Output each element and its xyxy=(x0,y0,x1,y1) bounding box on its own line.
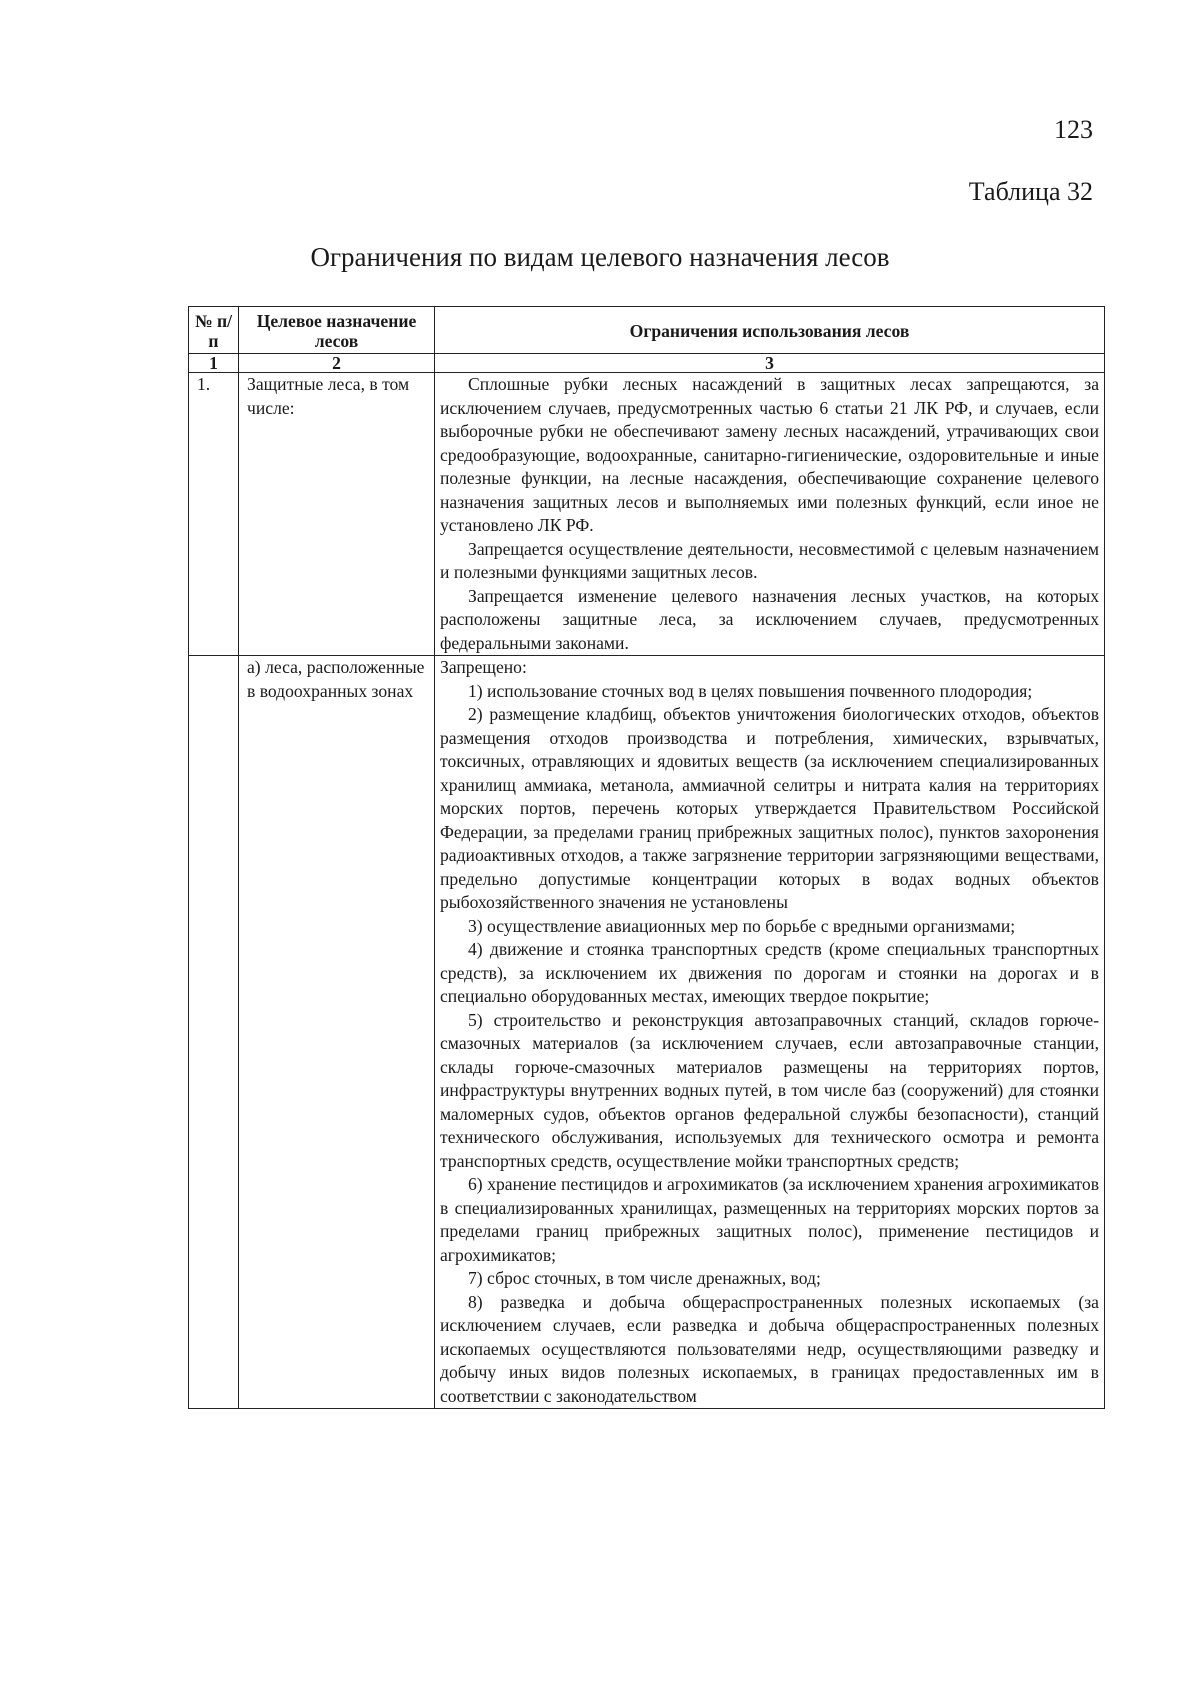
column-number-row xyxy=(189,354,1105,373)
restriction-item: 5) строительство и реконструкция автозаправочных станций, складов горюче-смазочных материалов (за исключением случаев, если автозаправочные станции, склады горюче-смазочных материалов размещены на территориях портов, инфраструктуры внутренних водных путей, в том числе баз (сооружений) для стоянки маломерных судов, объектов органов федеральной службы безопасности), станций технического обслуживания, используемых для технического осмотра и ремонта транспортных средств, осуществление мойки транспортных средств; xyxy=(440,1009,1099,1171)
table-label: Таблица 32 xyxy=(968,177,1093,206)
restriction-paragraph: Запрещается изменение целевого назначения лесных участков, на которых расположены защитные леса, за исключением случаев, предусмотренных федеральными законами. xyxy=(440,585,1099,653)
restriction-item: 8) разведка и добыча общераспространенных полезных ископаемых (за исключением случаев, если разведка и добыча общераспространенных полезных ископаемых осуществляются пользователями недр, осуществляющими разведку и добычу иных видов полезных ископаемых, в границах предоставленных им в соответствии с законодательством xyxy=(440,1291,1099,1406)
restrictions-table xyxy=(188,306,1105,1409)
table-row xyxy=(189,373,1105,656)
restriction-item: 7) сброс сточных, в том числе дренажных, вод; xyxy=(468,1268,821,1288)
row-number xyxy=(189,656,239,1409)
row-restrictions xyxy=(435,373,1105,656)
column-number-1: 1 xyxy=(189,354,239,373)
row-number: 1. xyxy=(189,373,239,656)
row-purpose: Защитные леса, в том числе: xyxy=(239,373,435,656)
restriction-paragraph: Запрещается осуществление деятельности, несовместимой с целевым назначением и полезными функциями защитных лесов. xyxy=(440,538,1099,582)
restriction-item: 2) размещение кладбищ, объектов уничтожения биологических отходов, объектов размещения отходов производства и потребления, химических, взрывчатых, токсичных, отравляющих и ядовитых веществ (за исключением специализированных хранилищ аммиака, метанола, аммиачной селитры и нитрата калия на территориях морских портов, перечень которых утверждается Правительством Российской Федерации, за пределами границ прибрежных защитных полос), пунктов захоронения радиоактивных отходов, а также загрязнение территории загрязняющими веществами, предельно допустимые концентрации которых в водах водных объектов рыбохозяйственного значения не установлены xyxy=(440,704,1099,912)
row-restrictions xyxy=(435,656,1105,1409)
header-restrictions: Ограничения использования лесов xyxy=(435,307,1105,354)
table-header-row xyxy=(189,307,1105,354)
restriction-item: 6) хранение пестицидов и агрохимикатов (за исключением хранения агрохимикатов в специализированных хранилищах, размещенных на территориях морских портов за пределами границ прибрежных защитных полос), применение пестицидов и агрохимикатов; xyxy=(440,1174,1099,1265)
row-purpose: а) леса, расположенные в водоохранных зонах xyxy=(239,656,435,1409)
column-number-3: 3 xyxy=(435,354,1105,373)
column-number-2: 2 xyxy=(239,354,435,373)
document-title: Ограничения по видам целевого назначения лесов xyxy=(310,242,890,272)
header-purpose: Целевое назначение лесов xyxy=(239,307,435,354)
restriction-item: 1) использование сточных вод в целях повышения почвенного плодородия; xyxy=(468,680,1033,701)
restriction-intro: Запрещено: xyxy=(440,657,527,677)
restriction-item: 4) движение и стоянка транспортных средств (кроме специальных транспортных средств), за исключением их движения по дорогам и стоянки на дорогах и в специально оборудованных местах, имеющих твердое покрытие; xyxy=(440,939,1099,1006)
restriction-paragraph: Сплошные рубки лесных насаждений в защитных лесах запрещаются, за исключением случаев, предусмотренных частью 6 статьи 21 ЛК РФ, и случаев, если выборочные рубки не обеспечивают замену лесных насаждений, утрачивающих свои средообразующие, водоохранные, санитарно-гигиенические, оздоровительные и иные полезные функции, на лесные насаждения, обеспечивающие сохранение целевого назначения защитных лесов и выполняемых ими полезных функций, если иное не установлено ЛК РФ. xyxy=(440,374,1099,535)
restriction-item: 3) осуществление авиационных мер по борьбе с вредными организмами; xyxy=(468,915,1016,936)
page-number: 123 xyxy=(1054,115,1093,144)
header-number: № п/п xyxy=(189,307,239,354)
table-row xyxy=(189,656,1105,1409)
